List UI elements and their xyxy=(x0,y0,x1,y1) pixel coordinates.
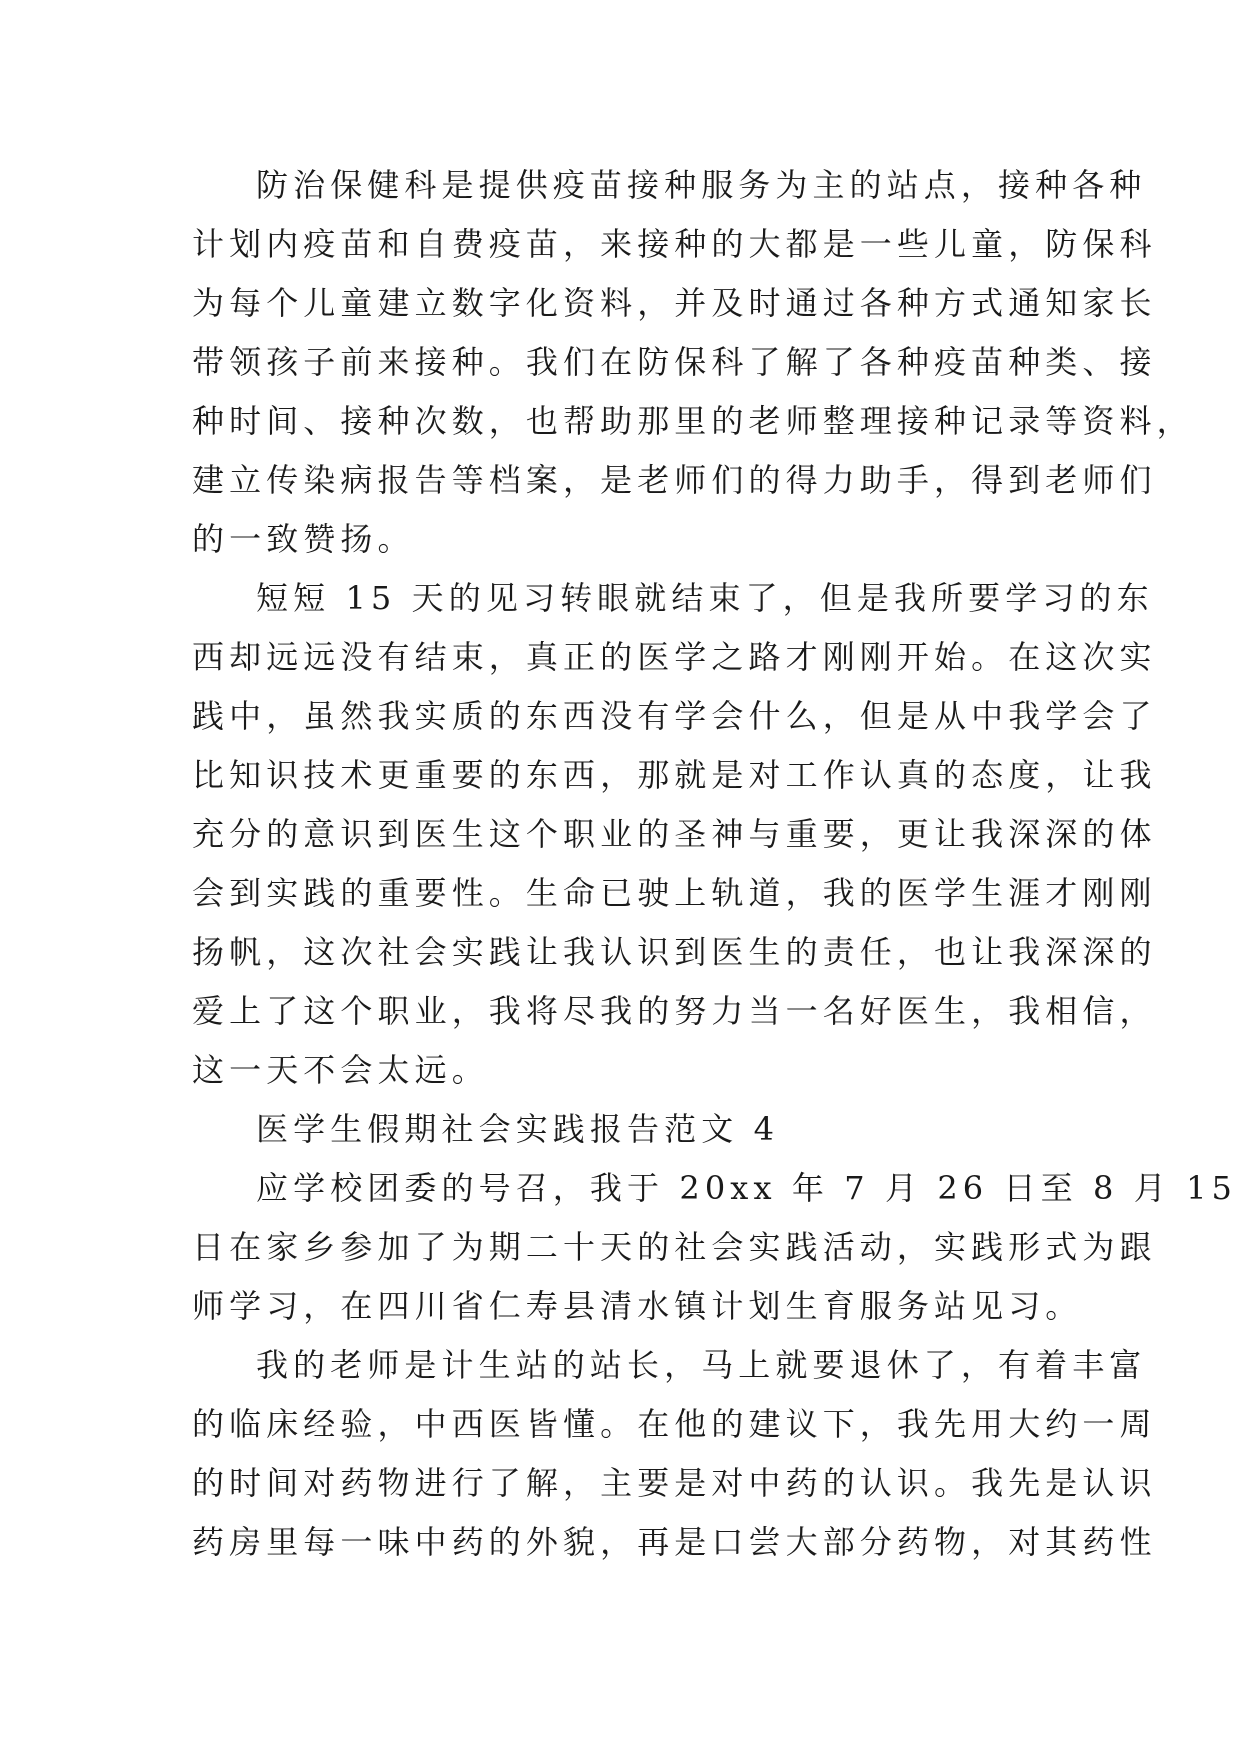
document-body xyxy=(192,156,1238,1572)
text-line: 防治保健科是提供疫苗接种服务为主的站点，接种各种 xyxy=(256,166,1147,204)
text-line: 种时间、接种次数，也帮助那里的老师整理接种记录等资料， xyxy=(192,402,1194,440)
paragraph-2 xyxy=(192,569,1157,1100)
text-line: 建立传染病报告等档案，是老师们的得力助手，得到老师们 xyxy=(192,461,1157,499)
text-line: 为每个儿童建立数字化资料，并及时通过各种方式通知家长 xyxy=(192,284,1157,322)
paragraph-1 xyxy=(192,156,1194,569)
text-line: 比知识技术更重要的东西，那就是对工作认真的态度，让我 xyxy=(192,756,1157,794)
paragraph-4 xyxy=(192,1336,1157,1572)
text-line: 这一天不会太远。 xyxy=(192,1051,489,1089)
text-line: 日在家乡参加了为期二十天的社会实践活动，实践形式为跟 xyxy=(192,1228,1157,1266)
text-line: 充分的意识到医生这个职业的圣神与重要，更让我深深的体 xyxy=(192,815,1157,853)
text-line: 师学习，在四川省仁寿县清水镇计划生育服务站见习。 xyxy=(192,1287,1083,1325)
text-line: 西却远远没有结束，真正的医学之路才刚刚开始。在这次实 xyxy=(192,638,1157,676)
text-line: 践中，虽然我实质的东西没有学会什么，但是从中我学会了 xyxy=(192,697,1157,735)
text-line: 的一致赞扬。 xyxy=(192,520,415,558)
heading-line: 医学生假期社会实践报告范文 4 xyxy=(256,1110,780,1148)
text-line: 计划内疫苗和自费疫苗，来接种的大都是一些儿童，防保科 xyxy=(192,225,1157,263)
text-line: 应学校团委的号召，我于 20xx 年 7 月 26 日至 8 月 15 xyxy=(256,1169,1238,1207)
text-line: 的时间对药物进行了解，主要是对中药的认识。我先是认识 xyxy=(192,1464,1157,1502)
text-line: 扬帆，这次社会实践让我认识到医生的责任，也让我深深的 xyxy=(192,933,1157,971)
text-line: 带领孩子前来接种。我们在防保科了解了各种疫苗种类、接 xyxy=(192,343,1157,381)
text-line: 的临床经验，中西医皆懂。在他的建议下，我先用大约一周 xyxy=(192,1405,1157,1443)
text-line: 爱上了这个职业，我将尽我的努力当一名好医生，我相信， xyxy=(192,992,1157,1030)
section-heading xyxy=(192,1100,1050,1159)
text-line: 我的老师是计生站的站长，马上就要退休了，有着丰富 xyxy=(256,1346,1147,1384)
text-line: 会到实践的重要性。生命已驶上轨道，我的医学生涯才刚刚 xyxy=(192,874,1157,912)
text-line: 短短 15 天的见习转眼就结束了，但是我所要学习的东 xyxy=(256,579,1154,617)
paragraph-3 xyxy=(192,1159,1238,1336)
text-line: 药房里每一味中药的外貌，再是口尝大部分药物，对其药性 xyxy=(192,1523,1157,1561)
